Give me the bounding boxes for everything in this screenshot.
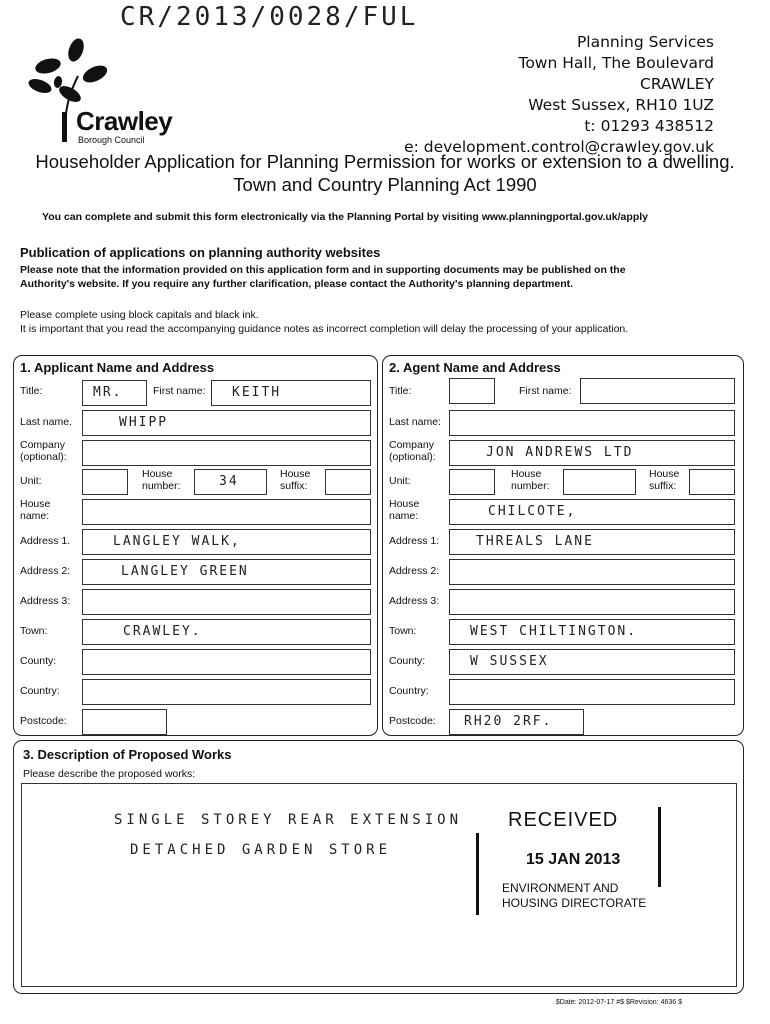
agent-house-number-field[interactable] — [563, 469, 636, 495]
agent-section: 2. Agent Name and Address Title: First name: Last name: Company (optional): JON ANDREWS LTD Unit: House number: House suffix: House name: CHILCOTE, Address 1: THREALS LANE Address 2: Address 3: Town: WEST CHILTINGTON. County: W SUSSEX Country: Postcode: RH20 2RF. — [382, 355, 744, 736]
agent-address3-field[interactable] — [449, 589, 735, 615]
address-line: West Sussex, RH10 1UZ — [528, 96, 714, 114]
description-prompt: Please describe the proposed works: — [23, 768, 196, 780]
planning-portal-note: You can complete and submit this form electronically via the Planning Portal by visiting www.planningportal.gov.uk/apply — [42, 211, 648, 223]
agent-town-field[interactable]: WEST CHILTINGTON. — [449, 619, 735, 645]
agent-house-name-field[interactable]: CHILCOTE, — [449, 499, 735, 525]
applicant-house-suffix-field[interactable] — [325, 469, 371, 495]
crawley-logo — [28, 36, 178, 146]
agent-house-suffix-field[interactable] — [689, 469, 735, 495]
applicant-country-field[interactable] — [82, 679, 371, 705]
applicant-unit-field[interactable] — [82, 469, 128, 495]
applicant-address2-field[interactable]: LANGLEY GREEN — [82, 559, 371, 585]
agent-country-field[interactable] — [449, 679, 735, 705]
revision-footer: $Date: 2012-07-17 #$ $Revision: 4636 $ — [555, 999, 682, 1006]
received-label: RECEIVED — [508, 809, 619, 831]
stamp-directorate: ENVIRONMENT AND HOUSING DIRECTORATE — [502, 881, 647, 910]
address-line: e: development.control@crawley.gov.uk — [404, 138, 714, 156]
applicant-address1-field[interactable]: LANGLEY WALK, — [82, 529, 371, 555]
address-line: Town Hall, The Boulevard — [518, 54, 714, 72]
agent-last-name-field[interactable] — [449, 410, 735, 436]
section-heading: 2. Agent Name and Address — [389, 360, 561, 375]
applicant-house-name-field[interactable] — [82, 499, 371, 525]
applicant-last-name-field[interactable]: WHIPP — [82, 410, 371, 436]
applicant-first-name-field[interactable]: KEITH — [211, 380, 371, 406]
received-date: 15 JAN 2013 — [526, 851, 621, 868]
agent-address1-field[interactable]: THREALS LANE — [449, 529, 735, 555]
publication-note: Please note that the information provided on this application form and in supporting documents may be published on the Authority's website. If you require any further clarification, please contact the Authority's planning department. — [20, 264, 626, 290]
publication-heading: Publication of applications on planning authority websites — [20, 245, 381, 260]
form-title — [0, 150, 770, 196]
applicant-address3-field[interactable] — [82, 589, 371, 615]
instructions — [20, 308, 628, 336]
application-reference: CR/2013/0028/FUL — [120, 2, 419, 32]
agent-address2-field[interactable] — [449, 559, 735, 585]
applicant-section: 1. Applicant Name and Address Title: MR. First name: KEITH Last name. WHIPP Company (optional): Unit: House number: 34 House suffix: House name: Address 1. LANGLEY WALK, Address 2: LANGLEY GREEN Address 3: Town: CRAWLEY. County: Country: Postcode: — [13, 355, 378, 736]
section-heading: 3. Description of Proposed Works — [23, 747, 232, 762]
applicant-county-field[interactable] — [82, 649, 371, 675]
agent-unit-field[interactable] — [449, 469, 495, 495]
agent-postcode-field[interactable]: RH20 2RF. — [449, 709, 584, 735]
instruction-line: Please complete using block capitals and black ink. — [20, 309, 259, 321]
received-stamp — [470, 805, 670, 925]
logo-subtitle: Borough Council — [78, 135, 145, 145]
agent-company-field[interactable]: JON ANDREWS LTD — [449, 440, 735, 466]
description-line-1: SINGLE STOREY REAR EXTENSION — [114, 812, 463, 828]
applicant-title-field[interactable]: MR. — [82, 380, 147, 406]
applicant-house-number-field[interactable]: 34 — [194, 469, 267, 495]
instruction-line: It is important that you read the accompanying guidance notes as incorrect completion will delay the processing of your application. — [20, 323, 629, 335]
address-line: CRAWLEY — [640, 75, 714, 93]
section-heading: 1. Applicant Name and Address — [20, 360, 215, 375]
agent-county-field[interactable]: W SUSSEX — [449, 649, 735, 675]
logo-name: Crawley — [76, 106, 173, 136]
agent-title-field[interactable] — [449, 378, 495, 404]
applicant-postcode-field[interactable] — [82, 709, 167, 735]
applicant-town-field[interactable]: CRAWLEY. — [82, 619, 371, 645]
title-line-2: Town and Country Planning Act 1990 — [233, 174, 537, 195]
council-address — [404, 32, 714, 158]
leaf-logo-icon — [28, 36, 138, 116]
agent-first-name-field[interactable] — [580, 378, 735, 404]
address-line: Planning Services — [576, 33, 714, 51]
title-line-1: Householder Application for Planning Permission for works or extension to a dwelling. — [35, 151, 735, 172]
applicant-company-field[interactable] — [82, 440, 371, 466]
description-line-2: DETACHED GARDEN STORE — [130, 842, 392, 858]
address-line: t: 01293 438512 — [584, 117, 714, 135]
